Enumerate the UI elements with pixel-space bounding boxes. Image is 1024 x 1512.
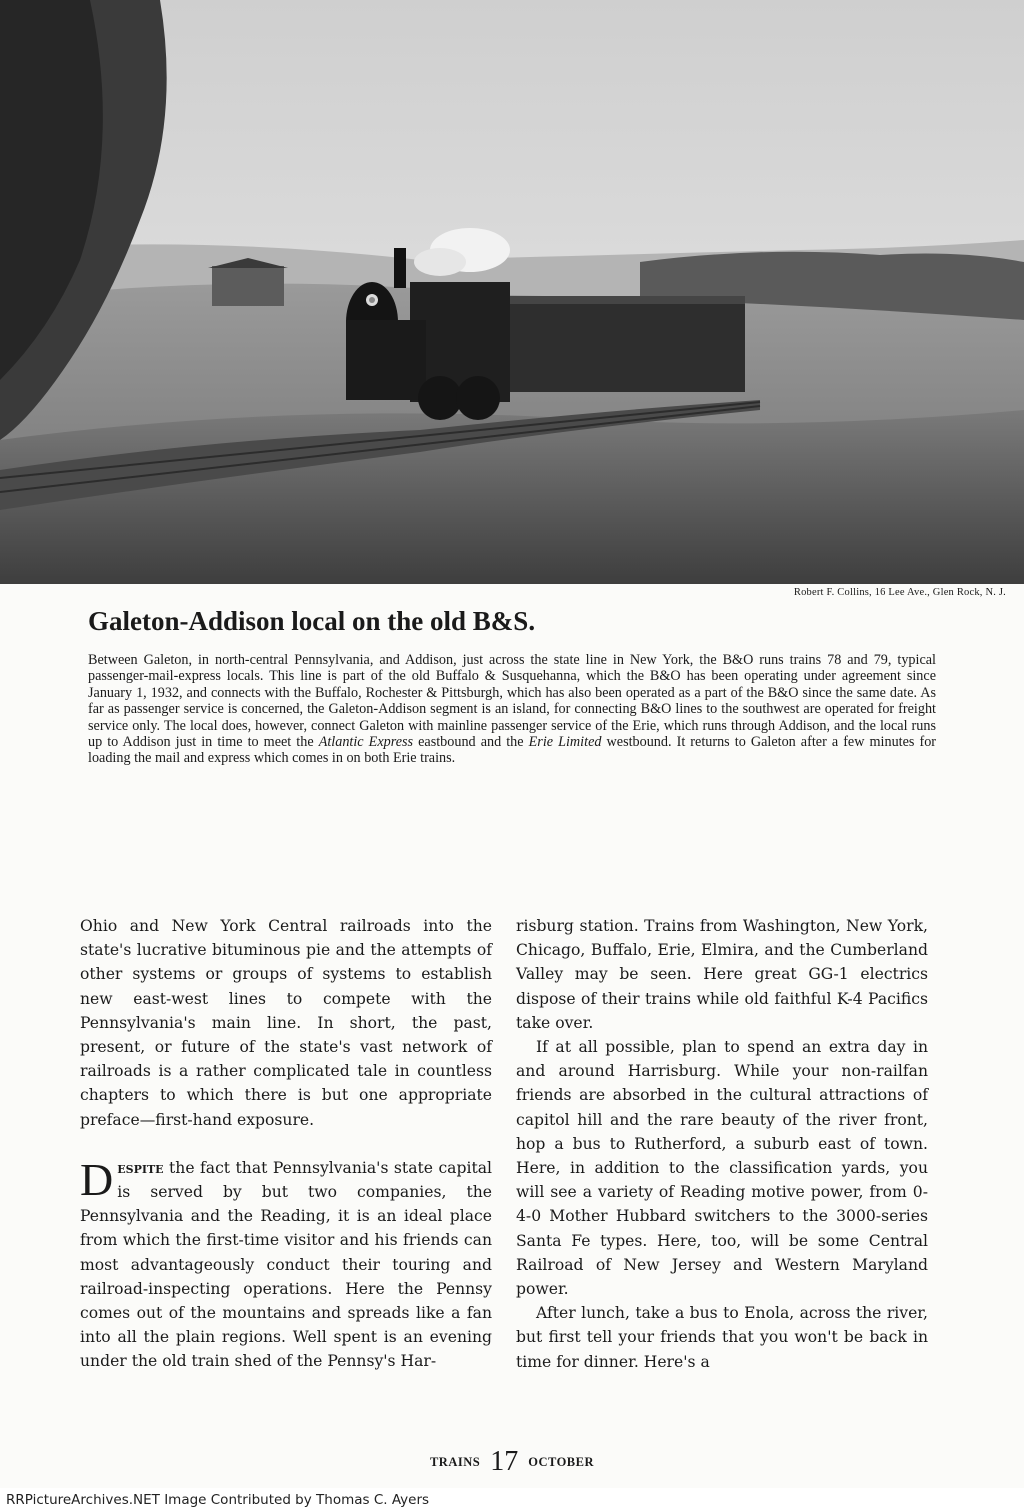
- paragraph: risburg station. Trains from Washington, New York, Chicago, Buffalo, Erie, Elmira, and the Cumberland Valley may be seen. Here great GG-1 electrics dispose of their trains while old faithful K-4 Pacifics take over.: [516, 917, 928, 1032]
- train-name-atlantic-express: Atlantic Express: [318, 734, 414, 751]
- archive-footer: RRPictureArchives.NET Image Contributed by Thomas C. Ayers: [0, 1488, 1024, 1512]
- small-caps-lead: espite: [117, 1157, 164, 1177]
- caption-body: [88, 652, 936, 767]
- paragraph: After lunch, take a bus to Enola, across the river, but first tell your friends that you won't be back in time for dinner. Here's a: [516, 1304, 928, 1371]
- article-column-left: [80, 914, 492, 1374]
- locomotive-photo: [0, 0, 1024, 584]
- caption-title: Galeton-Addison local on the old B&S.: [88, 606, 536, 636]
- paragraph: Ohio and New York Central railroads into the state's lucrative bituminous pie and the attempts of other systems or groups of systems to establish new east-west lines to compete with the Pennsylvania's main line. In short, the past, present, or future of the state's vast network of railroads is a rather complicated tale in countless chapters to which there is but one appropriate preface—first-hand exposure.: [80, 917, 492, 1129]
- folio-magazine: TRAINS: [429, 1455, 481, 1469]
- paragraph-text: the fact that Pennsylvania's state capital is served by but two companies, the Pennsylvania and the Reading, it is an ideal place from which the first-time visitor and his friends can most advantageously conduct their touring and railroad-inspecting operations. Here the Pennsy comes out of the mountains and spreads like a fan into all the plain regions. Well spent is an evening under the old train shed of the Pennsy's Har-: [80, 1158, 492, 1371]
- caption-text-1: Between Galeton, in north-central Pennsylvania, and Addison, just across the state line in New York, the B&O runs trains 78 and 79, typical passenger-mail-express locals. This line is part of the old Buffalo & Susquehanna, which the B&O has been operating under agreement since January 1, 1932, and connects with the Buffalo, Rochester & Pittsburgh, which has also been operated as a part of the B&O since the same date. As far as passenger service is concerned, the Galeton-Addison segment is an island, for connecting B&O lines to the southwest are operated for freight service only. The local does, however, connect Galeton with mainline passenger service of the Erie, which runs through Addison, and the local runs up to Addison just in time to meet the: [88, 652, 936, 751]
- caption-text-3: westbound. It returns to Galeton after a few minutes for loading the mail and express which comes in on both Erie trains.: [88, 734, 937, 767]
- paragraph: If at all possible, plan to spend an extra day in and around Harrisburg. While your non-railfan friends are absorbed in the cultural attractions of capitol hill and the rare beauty of the river front, hop a bus to Rutherford, a suburb east of town. Here, in addition to the classification yards, you will see a variety of Reading motive power, from 0-4-0 Mother Hubbard switchers to the 3000-series Santa Fe types. Here, too, will be some Central Railroad of New Jersey and Western Maryland power.: [516, 1038, 928, 1299]
- drop-cap: D: [80, 1153, 114, 1205]
- article-column-right: [516, 914, 928, 1374]
- train-name-erie-limited: Erie Limited: [528, 734, 602, 751]
- photo-credit: Robert F. Collins, 16 Lee Ave., Glen Rock, N. J.: [793, 587, 1006, 598]
- page-folio: [0, 1446, 1024, 1478]
- paragraph-dropcap: [80, 1153, 492, 1374]
- caption-text-2: eastbound and the: [413, 734, 529, 751]
- page-number: 17: [490, 1446, 519, 1477]
- folio-month: OCTOBER: [528, 1455, 595, 1469]
